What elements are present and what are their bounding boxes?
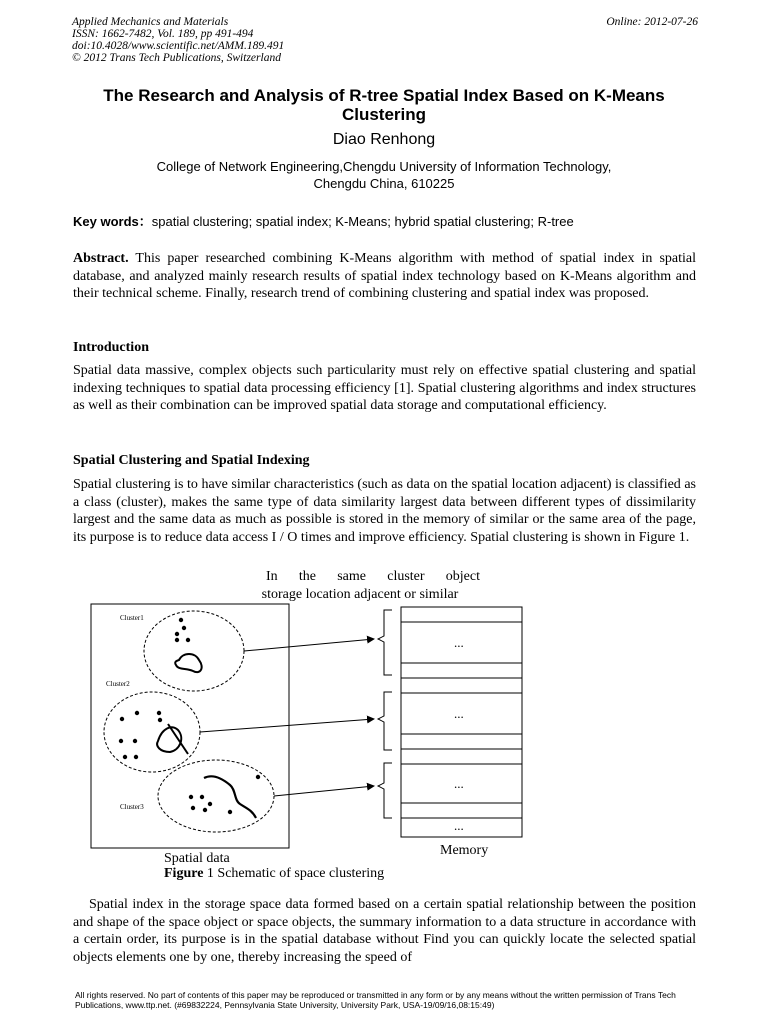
online-date: Online: 2012-07-26 (606, 16, 698, 28)
paper-title: The Research and Analysis of R-tree Spatial Index Based on K-Means Clustering (103, 86, 665, 124)
spatial-index-text: Spatial index in the storage space data formed based on a certain spatial relationship between the position and shape of the space object or space objects, the summary information to a data structure in accordance with a certain order, its purpose is in the spatial database without Find you can quickly locate the selected spatial objects elements one by one, thereby increasing the speed of (73, 897, 696, 965)
brace-3 (378, 763, 392, 818)
figure-annotation-line-1: In the same cluster object (266, 569, 480, 584)
journal-name: Applied Mechanics and Materials (72, 16, 229, 28)
memory-ellipsis-4: ... (454, 818, 464, 833)
section-clustering-text: Spatial clustering is to have similar characteristics (such as data on the spatial location adjacent) is classified as a class (cluster), makes the same type of data similarity largest data between different types of dissimilarity largest and the same data as much as possible is stored in the memory of similar or the same area of the page, its purpose is to reduce data access I / O times and improve efficiency. Spatial clustering is shown in Figure 1. (73, 477, 696, 545)
affiliation-line-2: Chengdu China, 610225 (313, 176, 455, 191)
cluster1-points (175, 618, 190, 642)
figure-caption-label: Figure (164, 866, 204, 881)
figure-caption (164, 866, 384, 882)
memory-label: Memory (440, 843, 489, 858)
issn-line: ISSN: 1662-7482, Vol. 189, pp 491-494 (72, 28, 254, 40)
section-heading-clustering: Spatial Clustering and Spatial Indexing (73, 453, 310, 468)
memory-ellipsis-3: ... (454, 776, 464, 791)
cluster1-ellipse (144, 611, 244, 691)
cluster2-points (119, 711, 162, 759)
figure-caption-text: 1 Schematic of space clustering (203, 866, 385, 881)
doi-line: doi:10.4028/www.scientific.net/AMM.189.491 (72, 40, 285, 52)
brace-2 (378, 692, 392, 750)
arrow-cluster1 (244, 639, 374, 651)
brace-1 (378, 610, 392, 675)
cluster1-label: Cluster1 (120, 614, 144, 622)
cluster2-shape (157, 724, 188, 754)
introduction-heading: Introduction (73, 340, 149, 355)
introduction-text: Spatial data massive, complex objects such particularity must rely on effective spatial clustering and spatial indexing techniques to spatial data processing efficiency [1]. Spatial clustering algorithms and index structures as well as their combination can be improved spatial data storage and computational efficiency. (73, 363, 696, 413)
affiliation-line-1: College of Network Engineering,Chengdu University of Information Technology, (156, 159, 612, 174)
keywords-label: Key words： (73, 214, 152, 229)
cluster2-label: Cluster2 (106, 680, 130, 688)
cluster2-ellipse (104, 692, 200, 772)
memory-ellipsis-1: ... (454, 635, 464, 650)
abstract-label: Abstract. (73, 251, 129, 266)
abstract-text: This paper researched combining K-Means algorithm with method of spatial index in spatial database, and analyzed mainly research results of spatial index technology based on K-Means algorithm and their technical scheme. Finally, research trend of combining clustering and spatial index was proposed. (73, 251, 696, 301)
cluster3-label: Cluster3 (120, 803, 144, 811)
figure-annotation-line-2: storage location adjacent or similar (261, 586, 459, 602)
footer-rights: All rights reserved. No part of contents of this paper may be reproduced or transmitted in any form or by any means without the written permission of Trans Tech Publications, www.ttp.net. (#69832224, Pennsylvania State University, University Park, USA-19/09/16,08:15:49) (75, 990, 676, 1010)
memory-ellipsis-2: ... (454, 706, 464, 721)
spatial-data-label: Spatial data (164, 851, 230, 866)
copyright-line: © 2012 Trans Tech Publications, Switzerland (72, 52, 281, 64)
cluster3-ellipse (158, 760, 274, 832)
keywords-text: spatial clustering; spatial index; K-Means; hybrid spatial clustering; R-tree (151, 214, 574, 229)
arrow-cluster2 (200, 719, 374, 732)
cluster1-polygon (175, 654, 201, 672)
author-name: Diao Renhong (332, 131, 436, 148)
